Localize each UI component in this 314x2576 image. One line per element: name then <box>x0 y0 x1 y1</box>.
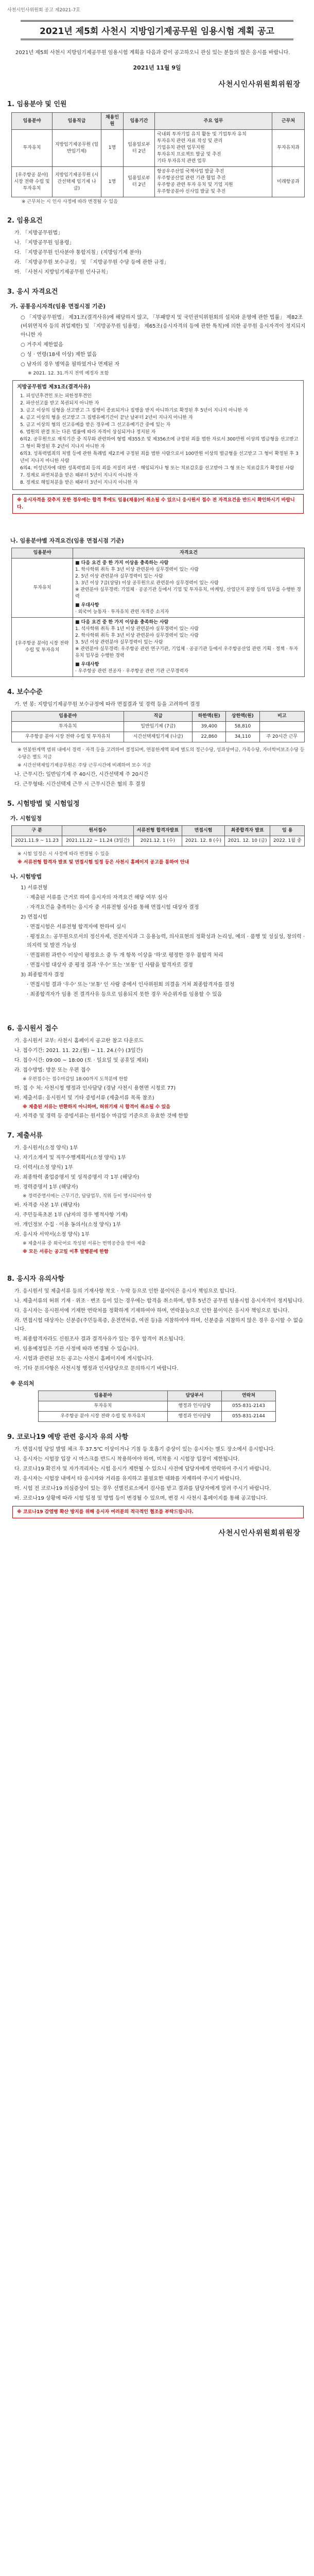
th-note: 비고 <box>259 711 304 722</box>
req-line: · 외국어 능통자 · 투자유치 관련 자격증 소지자 <box>75 609 169 615</box>
salary-note: ※ 연봉한계액 범위 내에서 경력 · 자격 등을 고려하여 결정되며, 연봉한계액 외에 별도의 정근수당, 성과상여금, 가족수당, 자녀학비보조수당 등 수당은 별도 지급 <box>18 748 305 760</box>
box-item: 6의2. 공무원으로 재직기간 중 직무와 관련하여 형법 제355조 및 제356조에 규정된 죄를 범한 자로서 300만원 이상의 벌금형을 선고받고 그 형이 확정된 후 2년이 지나지 아니한 자 <box>20 437 299 449</box>
cell-place: 투자유치과 <box>272 130 305 167</box>
section-6-title: 6. 응시원서 접수 <box>7 1025 58 1032</box>
contact-table <box>38 1391 276 1422</box>
cell-low: 22,860 <box>193 732 226 742</box>
schedule-cell: 2021. 12. 10 (금) <box>224 836 270 846</box>
list-item: 다. 접수시간: 09:00 ~ 18:00 (토 · 일요일 및 공휴일 제외) <box>14 1058 149 1063</box>
duty-item: 항공우주산업 국책사업 발굴 추진 <box>157 169 224 174</box>
list-item: 나. 근무시간: 일반임기제 주 40시간, 시간선택제 주 20시간 <box>14 772 149 777</box>
cell-low: 39,400 <box>193 722 226 732</box>
list-item: · 면접시험 결과 '우수' 또는 '보통' 인 사람 중에서 인사위원회 의결을 거쳐 최종합격자를 결정 <box>27 982 235 988</box>
th-count: 채용인원 <box>101 113 124 130</box>
schedule-cell: 2021.11.22 ~ 11.24 (3일간) <box>62 836 134 846</box>
table-row <box>12 722 305 732</box>
list-item: 2) 면접시험 <box>21 914 48 920</box>
list-item: 다. 근무형태: 시간선택제 근무 시 근무시간은 협의 후 결정 <box>14 782 146 787</box>
list-item: ○ 「지방공무원법」 제31조(결격사유)에 해당하지 않고, 「부패방지 및 국민권익위원회의 설치와 운영에 관한 법률」 제82조(비위면직자 등의 취업제한) 및 「지방공무원 임용령」 제65조(응시자격의 등에 관한 특칙)에 의한 공무원 응시자격이 정지되지 아니한 자 <box>21 315 306 338</box>
duty-item: 투자유치 관련 자료 작성 및 관리 <box>157 139 223 144</box>
duty-item: 기업유치 관련 업무지원 <box>157 145 205 150</box>
duty-item: 우주항공분야 신사업 발굴 및 추진 <box>157 189 226 194</box>
cell-period: 임용일로부터 2년 <box>124 130 155 167</box>
list-item: 마. 접 수 처: 사천시청 행정과 인사담당 (경남 사천시 용현면 시청로 77) <box>14 1086 176 1091</box>
th-col: 임 용 <box>270 826 305 836</box>
list-item: · 면접시험 대상자 중 평정 결과 '우수' 또는 '보통' 인 사람을 합격자로 결정 <box>27 962 193 968</box>
table-row <box>12 130 305 167</box>
box-item: 6의4. 미성년자에 대한 성폭력범죄 등의 죄를 저질러 파면 · 해임되거나 형 또는 치료감호를 선고받아 그 형 또는 치료감호가 확정된 사람 <box>20 466 294 471</box>
sub-title-field-reqs: 나. 임용분야별 자격요건(임용 면접시점 기준) <box>10 537 124 544</box>
duty-item: 우주항공 관련 투자 유치 및 기업 지원 <box>157 182 233 188</box>
section-1-title: 1. 임용분야 및 인원 <box>7 100 67 108</box>
duty-item: 국내외 투자기업 유치 활동 및 기업투자 유치 <box>157 132 247 137</box>
section-2-title: 2. 임용요건 <box>7 217 43 225</box>
th-col: 연락처 <box>221 1391 275 1401</box>
schedule-cell: 2021.11.9 ~ 11.23 <box>12 836 62 846</box>
list-item: 가. 「지방공무원법」 <box>14 230 63 236</box>
th-high: 상한액(원) <box>226 711 259 722</box>
req-line: ■ 다음 요건 중 한 가지 이상을 충족하는 사람 <box>75 620 169 625</box>
org-tag: 사천시인사위원회 공고 제2021-7호 <box>7 8 80 13</box>
th-col: 원서접수 <box>62 826 134 836</box>
th-field: 임용분야 <box>12 548 73 558</box>
list-note: ※ 경력증명서에는 근무기간, 담당업무, 직위 등이 명시되어야 함 <box>23 1194 152 1199</box>
table-row <box>39 1412 276 1422</box>
th-col: 구 분 <box>12 826 62 836</box>
duty-item: 투자유치 프로젝트 발굴 및 추진 <box>157 152 221 157</box>
th-field: 임용분야 <box>12 113 53 130</box>
section-8-title: 8. 응시자 유의사항 <box>7 1275 64 1283</box>
page-title: 2021년 제5회 사천시 지방임기제공무원 임용시험 계획 공고 <box>21 20 293 40</box>
box-item: 2. 파산선고를 받고 복권되지 아니한 자 <box>20 401 99 406</box>
req-line: ■ 우대사항 <box>75 603 99 608</box>
box-item: 1. 피성년후견인 또는 피한정후견인 <box>20 394 92 399</box>
list-item: 나. 「지방공무원 임용령」 <box>14 240 75 246</box>
table-row <box>12 167 305 197</box>
list-item: 나. 제출서류의 허위 기재 · 위조 · 변조 등이 있는 경우에는 합격을 취소하며, 향후 5년간 공무원 임용시험 응시자격이 정지됩니다. <box>14 1298 304 1304</box>
list-item: 나. 접수기간: 2021. 11. 22.(월) ~ 11. 24.(수) (3일간) <box>14 1048 143 1054</box>
closing-issuer: 사천시인사위원회위원장 <box>218 1529 301 1537</box>
list-item: 나. 응시자는 시험장 입장 시 마스크를 반드시 착용하여야 하며, 미착용 시 시험장 입장이 제한됩니다. <box>14 1456 240 1462</box>
section-9-title: 9. 코로나19 예방 관련 응시자 유의 사항 <box>7 1433 129 1441</box>
cell-count: 1명 <box>101 130 124 167</box>
cell-field: 투자유치 <box>12 130 53 167</box>
list-item: 라. 접수방법: 방문 또는 우편 접수 <box>14 1067 91 1073</box>
cell-duties <box>155 167 272 197</box>
contact-title: ※ 문의처 <box>10 1380 34 1387</box>
list-item: 아. 개인정보 수집 · 이용 동의서(소정 양식) 1부 <box>14 1222 121 1228</box>
contact-cell: 투자유치 <box>39 1401 168 1412</box>
th-col: 담당부서 <box>168 1391 222 1401</box>
cell-place: 미래항공과 <box>272 167 305 197</box>
duty-item: 우주항공산업 관련 기관 협업 추진 <box>157 176 226 181</box>
list-item: 나. 자기소개서 및 직무수행계획서(소정 양식) 1부 <box>14 1155 126 1161</box>
box-item: 7. 징계로 파면처분을 받은 때부터 5년이 지나지 아니한 자 <box>20 473 138 478</box>
box-item: 8. 징계로 해임처분을 받은 때부터 3년이 지나지 아니한 자 <box>20 480 138 485</box>
list-item: · 자격요건을 충족하는 응시자 중 서류전형 심사를 통해 면접시험 대상자 결정 <box>27 905 199 910</box>
table-row <box>12 836 305 846</box>
salary-table <box>11 711 305 742</box>
cell-period: 임용일로부터 2년 <box>124 167 155 197</box>
list-item: 바. 코로나19 상황에 따라 시험 일정 및 방법 등이 변경될 수 있으며, 변경 시 사천시 홈페이지를 통해 공고합니다. <box>14 1496 268 1501</box>
contact-cell: 055-831-2143 <box>221 1401 275 1412</box>
list-item: 가. 응시원서(소정 양식) 1부 <box>14 1145 78 1151</box>
list-note: ※ 제출된 서류는 반환하지 아니하며, 허위기재 시 합격이 취소될 수 있음 <box>23 1105 170 1110</box>
contact-cell: 행정과 인사담당 <box>168 1412 222 1422</box>
req-line: ■ 다음 요건 중 한 가지 이상을 충족하는 사람 <box>75 561 169 566</box>
cell-requirements <box>73 558 305 618</box>
list-note: ※ 모든 서류는 공고일 이후 발행분에 한함 <box>23 1249 109 1255</box>
cell-note <box>259 722 304 732</box>
announcement-date: 2021년 11월 9일 <box>133 64 181 71</box>
req-line: 1. 학사학위 취득 후 3년 이상 관련분야 실무경력이 있는 사람 <box>75 567 199 572</box>
list-item: · 평정요소: 공무원으로서의 정신자세, 전문지식과 그 응용능력, 의사표현의 정확성과 논리성, 예의 · 품행 및 성실성, 창의력 · 의지력 및 발전 가능성 <box>27 934 305 948</box>
intro-paragraph: 2021년 제5회 사천시 지방임기제공무원 임용시험 계획을 다음과 같이 공고하오니 관심 있는 분들의 많은 응시를 바랍니다. <box>15 50 290 56</box>
req-line: 2. 5년 이상 관련분야 실무경력이 있는 사람 <box>75 574 163 579</box>
cell-field: [우주항공 분야] 시장 전략 수립 및 투자유치 <box>12 618 73 677</box>
cell-grade: 시간선택제임기제 (나급) <box>124 732 193 742</box>
contact-cell: 055-831-2144 <box>221 1412 275 1422</box>
th-low: 하한액(원) <box>193 711 226 722</box>
list-item: · 면접시험은 서류전형 합격자에 한하여 실시 <box>27 924 126 930</box>
disqualification-box <box>12 380 304 490</box>
list-item: ○ 남자의 경우 병역을 필하였거나 면제된 자 <box>21 362 120 367</box>
list-item: 바. 임용예정일은 기관 사정에 따라 변경될 수 있습니다. <box>14 1346 139 1352</box>
th-duties: 주요 업무 <box>155 113 272 130</box>
req-line: ※ 관련분야 실무경력: 기업체 · 공공기관 등에서 기업 및 투자유치, 마케팅, 산업단지 분양 등의 업무를 수행한 경력 <box>75 587 301 599</box>
schedule-cell: 2021.12. 1 (수) <box>133 836 182 846</box>
cell-count: 1명 <box>101 167 124 197</box>
list-item: 바. 자격증 사본 1부 (해당자) <box>14 1202 80 1208</box>
th-col: 서류전형 합격자발표 <box>133 826 182 836</box>
list-item: 사. 주민등록초본 1부 (남자의 경우 병적사항 기재) <box>14 1212 128 1218</box>
box-item: 6. 법원의 판결 또는 다른 법률에 따라 자격이 상실되거나 정지된 자 <box>20 430 156 435</box>
list-item: 다. 「지방공무원 인사분야 통합지침」(지방임기제 분야) <box>14 250 142 256</box>
req-line: 1. 석사학위 취득 후 1년 이상 관련분야 실무경력이 있는 사람 <box>75 626 199 632</box>
box-item: 3. 금고 이상의 실형을 선고받고 그 집행이 종료되거나 집행을 받지 아니하기로 확정된 후 5년이 지나지 아니한 자 <box>20 408 248 413</box>
cell-duties <box>155 130 272 167</box>
eligibility-warning: ※ 응시자격을 갖추지 못한 경우에는 합격 후에도 임용(채용)이 취소될 수 있으니 응시원서 접수 전 자격요건을 반드시 확인하시기 바랍니다. <box>12 494 304 514</box>
list-item: 바. 제출서류: 응시원서 및 기타 증빙서류 (제출서류 목록 참조) <box>14 1095 154 1101</box>
section-7-title: 7. 제출서류 <box>7 1132 43 1140</box>
list-item: 라. 면접시험 대상자는 신분증(주민등록증, 운전면허증, 여권 등)을 지참하여야 하며, 신분증을 지참하지 않은 경우 응시할 수 없습니다. <box>14 1318 303 1332</box>
salary-note: ※ 시간선택제임기제공무원은 주당 근무시간에 비례하여 보수 지급 <box>18 763 151 768</box>
req-line: · 우주항공 관련 전공자 · 우주항공 관련 기관 근무경력자 <box>75 669 188 674</box>
schedule-note: ※ 시험 일정은 시 사정에 따라 변경될 수 있음 <box>18 852 110 857</box>
list-note: ※ 제출서류 중 외국어로 작성된 서류는 번역공증을 받아 제출 <box>23 1241 146 1246</box>
box-item: 6의3. 성폭력범죄의 처벌 등에 관한 특례법 제2조에 규정된 죄를 범한 사람으로서 100만원 이상의 벌금형을 선고받고 그 형이 확정된 후 3년이 지나지 아니한 사람 <box>20 451 299 464</box>
requirements-table <box>11 548 305 677</box>
list-item: 자. 응시자 서약서(소정 양식) 1부 <box>14 1232 90 1238</box>
list-item: 마. 시험 전 코로나19 의심증상이 있는 경우 선별진료소에서 검사를 받고 결과를 담당자에게 알려 주시기 바랍니다. <box>14 1486 271 1492</box>
table-footnote: ※ 근무처는 시 인사 사정에 따라 변경될 수 있음 <box>22 199 118 205</box>
list-item: 라. 「지방공무원 보수규정」 및 「지방공무원 수당 등에 관한 규정」 <box>14 260 169 265</box>
list-item: · 면접위원 과반수 이상이 평정요소 중 두 개 항목 이상을 '하'로 평정한 경우 불합격 처리 <box>27 953 223 958</box>
list-item: 아. 기타 문의사항은 사천시청 행정과 인사담당으로 문의하시기 바랍니다. <box>14 1366 179 1371</box>
cell-field: [우주항공 분야] 시장 전략 수립 및 투자유치 <box>12 167 53 197</box>
box-heading: 지방공무원법 제31조(결격사유) <box>17 384 91 390</box>
th-field: 임용분야 <box>12 711 124 722</box>
th-col: 임용분야 <box>39 1391 168 1401</box>
cell-high: 34,110 <box>226 732 259 742</box>
req-line: 3. 3년 이상 7급(상당) 이상 공무원으로 관련분야 실무경력이 있는 사람 <box>75 581 219 586</box>
list-item: 사. 시험과 관련된 모든 공고는 사천시 홈페이지에 게시합니다. <box>14 1356 154 1362</box>
list-item: · 최종합격자가 임용 전 결격사유 등으로 임용되지 못한 경우 차순위자를 임용할 수 있음 <box>27 992 222 997</box>
list-item: 3) 최종합격자 결정 <box>21 972 64 978</box>
th-requirements: 자격요건 <box>73 548 305 558</box>
list-item: 다. 응시자는 응시원서에 기재한 연락처를 정확하게 기재하여야 하며, 연락불능으로 인한 불이익은 응시자 책임으로 합니다. <box>14 1308 289 1314</box>
cell-requirements <box>73 618 305 677</box>
covid-notice: ※ 코로나19 감염병 확산 방지를 위해 응시자 여러분의 적극적인 협조를 부탁드립니다. <box>12 1506 304 1518</box>
cell-grade: 일반임기제 (7급) <box>124 722 193 732</box>
th-place: 근무처 <box>272 113 305 130</box>
table-row <box>12 732 305 742</box>
list-item: 라. 응시자는 시험장 내에서 타 응시자와 거리를 유지하고 불필요한 대화를 자제하여 주시기 바랍니다. <box>14 1476 241 1482</box>
th-period: 임용기간 <box>124 113 155 130</box>
list-item: · 제출된 서류를 근거로 하여 응시자의 자격요건 해당 여부 심사 <box>27 895 168 901</box>
section-3-title: 3. 응시 자격요건 <box>7 288 58 296</box>
contact-cell: 행정과 인사담당 <box>168 1401 222 1412</box>
table-row <box>39 1401 276 1412</box>
issuer: 사천시인사위원회위원장 <box>218 80 301 89</box>
section-4-title: 4. 보수수준 <box>7 688 43 696</box>
cell-field: 투자유치 <box>12 558 73 618</box>
box-item: 5. 금고 이상의 형의 선고유예를 받은 경우에 그 선고유예기간 중에 있는 자 <box>20 422 171 428</box>
list-item: 가. 응시원서 및 제출서류 등의 기재사항 착오 · 누락 등으로 인한 불이익은 응시자 책임으로 합니다. <box>14 1289 236 1294</box>
cell-field: 우주항공 분야 시장 전략 수립 및 투자유치 <box>12 732 124 742</box>
list-item: 마. 「사천시 지방임기제공무원 인사규칙」 <box>14 269 111 275</box>
schedule-cell: 2022. 1월 중 <box>270 836 305 846</box>
th-grade: 임용직급 <box>53 113 101 130</box>
sub-title-common: 가. 공통응시자격(임용 면접시점 기준) <box>10 303 106 310</box>
schedule-note: ※ 서류전형 합격자 발표 및 면접시험 일정 등은 사천시 홈페이지 공고를 통하여 안내 <box>18 860 189 865</box>
list-item: 나. 시험방법 <box>10 873 42 880</box>
list-item: ○ 거주지 제한없음 <box>21 342 63 348</box>
req-line: 2. 학사학위 취득 후 3년 이상 관련분야 실무경력이 있는 사람 <box>75 633 199 638</box>
box-item: 4. 금고 이상의 형을 선고받고 그 집행유예기간이 끝난 날부터 2년이 지나지 아니한 자 <box>20 415 193 420</box>
cell-grade: 지방임기제공무원 (일반임기제) <box>53 130 101 167</box>
schedule-cell: 2021. 12. 8 (수) <box>182 836 225 846</box>
list-item: ○ 성 · 연령(18세 이상) 제한 없음 <box>21 352 97 358</box>
list-item: 가. 면접시험 당일 발열 체크 후 37.5℃ 이상이거나 기침 등 호흡기 증상이 있는 응시자는 별도 장소에서 응시합니다. <box>14 1447 275 1452</box>
schedule-table <box>11 825 305 846</box>
table-row <box>12 618 305 677</box>
table-row <box>12 558 305 618</box>
list-item: 라. 최종학력 졸업증명서 및 성적증명서 각 1부 (해당자) <box>14 1175 139 1180</box>
list-item: 다. 코로나19 확진자 및 자가격리자는 시험 응시가 제한될 수 있으니 사전에 담당자에게 연락하여 주시기 바랍니다. <box>14 1466 271 1472</box>
contact-cell: 우주항공 분야 시장 전략 수립 및 투자유치 <box>39 1412 168 1422</box>
list-item: 1) 서류전형 <box>21 885 48 891</box>
th-col: 최종합격자 발표 <box>224 826 270 836</box>
req-line: ■ 우대사항 <box>75 662 99 667</box>
salary-intro: 가. 연 봉: 지방임기제공무원 보수규정에 따라 면접결과 및 경력 등을 고려하여 결정 <box>14 702 200 707</box>
cell-note: 주 20시간 근무 <box>259 732 304 742</box>
list-item: 가. 응시원서 교부: 사천시 홈페이지 공고란 참고 다운로드 <box>14 1038 144 1044</box>
list-note: ※ 2021. 12. 31.까지 전역 예정자 포함 <box>28 371 109 376</box>
cell-grade: 지방임기제공무원 (시간선택제 임기제 나급) <box>53 167 101 197</box>
list-item: 마. 최종합격자라도 신원조사 결과 결격사유가 있는 경우 합격이 취소됩니다. <box>14 1336 185 1342</box>
list-item: 사. 자격증 및 경력 등 증빙서류는 원서접수 마감일 기준으로 유효한 것에 한함 <box>14 1113 188 1119</box>
section-5-title: 5. 시험방법 및 시험일정 <box>7 800 80 808</box>
cell-high: 58,810 <box>226 722 259 732</box>
req-line: ※ 관련분야 실무경력: 우주항공 관련 연구기관, 기업체 · 공공기관 등에서 우주항공산업 관련 기획 · 정책 · 투자유치 업무를 수행한 경력 <box>75 647 298 658</box>
sub-title-schedule: 가. 시험일정 <box>10 815 42 822</box>
list-item: 마. 경력증명서 1부 (해당자) <box>14 1184 78 1190</box>
th-grade: 직급 <box>124 711 193 722</box>
positions-table <box>11 112 305 197</box>
list-item: 다. 이력서(소정 양식) 1부 <box>14 1165 73 1171</box>
cell-field: 투자유치 <box>12 722 124 732</box>
req-line: 3. 5년 이상 관련분야 실무경력이 있는 사람 <box>75 640 163 645</box>
duty-item: 기타 투자유치 관련 업무 <box>157 159 206 164</box>
list-note: ※ 우편접수는 접수마감일 18:00까지 도착분에 한함 <box>23 1077 128 1082</box>
th-col: 면접시험 <box>182 826 225 836</box>
